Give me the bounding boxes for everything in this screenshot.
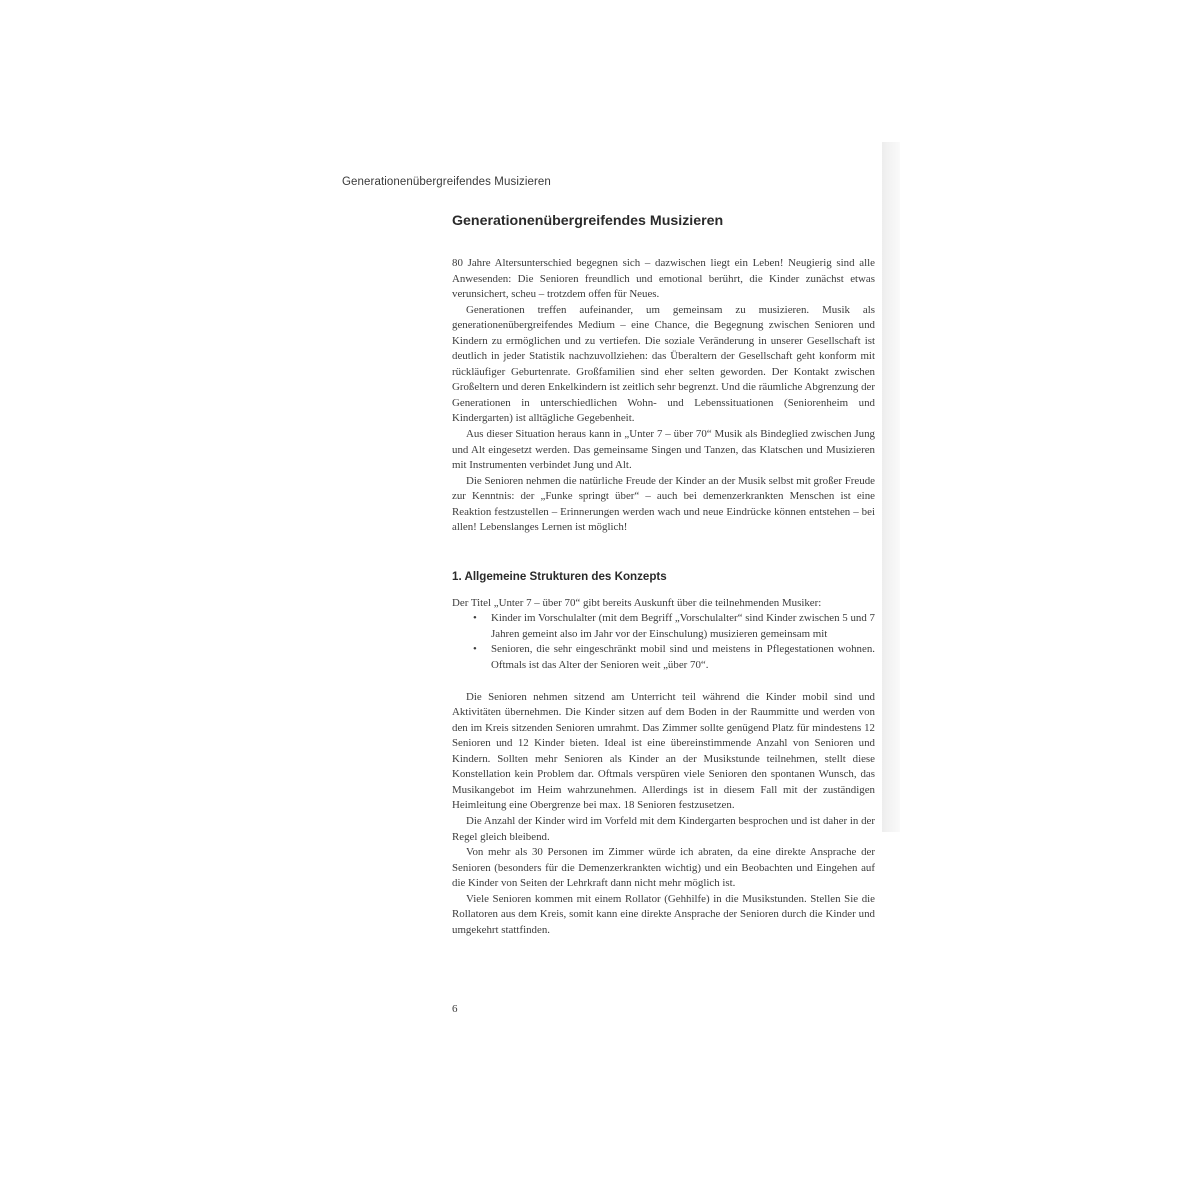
page-content bbox=[452, 211, 875, 938]
bullet-icon: • bbox=[473, 612, 477, 625]
paragraph: Von mehr als 30 Personen im Zimmer würde ich abraten, da eine direkte Ansprache der Senioren (besonders für die Demenzerkrankten wichtig) und ein Beobachten und Eingehen auf die Kinder von Seiten der Lehrkraft dann nicht mehr möglich ist. bbox=[452, 846, 875, 890]
page-number: 6 bbox=[452, 1003, 458, 1015]
list-item-text: Kinder im Vorschulalter (mit dem Begriff „Vorschulalter“ sind Kinder zwischen 5 und 7 Jahren gemeint also im Jahr vor der Einschulung) musizieren gemeinsam mit bbox=[491, 612, 875, 640]
page-edge-shadow bbox=[882, 142, 900, 832]
paragraph: Die Anzahl der Kinder wird im Vorfeld mit dem Kindergarten besprochen und ist daher in der Regel gleich bleibend. bbox=[452, 814, 875, 843]
list-item-text: Senioren, die sehr eingeschränkt mobil sind und meistens in Pflegestationen wohnen. Oftmals ist das Alter der Senioren weit „über 70“. bbox=[491, 643, 875, 672]
paragraph: 80 Jahre Altersunterschied begegnen sich – dazwischen liegt ein Leben! Neugierig sind alle Anwesenden: Die Senioren freundlich und emotional berührt, die Kinder zunächst etwas verunsichert, scheu – trotzdem offen für Neues. bbox=[452, 257, 875, 301]
paragraph: Die Senioren nehmen sitzend am Unterricht teil während die Kinder mobil sind und Aktivitäten übernehmen. Die Kinder sitzen auf dem Boden in der Raummitte und werden von den im Kreis sitzenden Senioren umrahmt. Das Zimmer sollte genügend Platz für mindestens 12 Senioren und 12 Kinder bieten. Ideal ist eine übereinstimmende Anzahl von Senioren und Kindern. Sollten mehr Senioren als Kinder an der Musikstunde teilnehmen, stellt diese Konstellation kein Problem dar. Oftmals verspüren viele Senioren den spontanen Wunsch, das Musikangebot im Heim wahrzunehmen. Allerdings ist in diesem Fall mit der zuständigen Heimleitung eine Obergrenze bei max. 18 Senioren festzusetzen. bbox=[452, 690, 875, 812]
spacer bbox=[452, 674, 875, 690]
paragraph: Aus dieser Situation heraus kann in „Unter 7 – über 70“ Musik als Bindeglied zwischen Jung und Alt eingesetzt werden. Das gemeinsame Singen und Tanzen, das Klatschen und Musizieren mit Instrumenten verbindet Jung und Alt. bbox=[452, 428, 875, 472]
list-item bbox=[452, 642, 875, 673]
bullet-list bbox=[452, 611, 875, 673]
running-head: Generationenübergreifendes Musizieren bbox=[342, 176, 551, 188]
section-intro: Der Titel „Unter 7 – über 70“ gibt bereits Auskunft über die teilnehmenden Musiker: bbox=[452, 596, 822, 609]
page-title: Generationenübergreifendes Musizieren bbox=[452, 213, 724, 229]
paragraph: Die Senioren nehmen die natürliche Freude der Kinder an der Musik selbst mit großer Freude zur Kenntnis: der „Funke springt über“ – auch bei demenzerkrankten Menschen ist eine Reaktion festzustellen – Erinnerungen werden wach und neue Eindrücke können entstehen – bei allen! Lebenslanges Lernen ist möglich! bbox=[452, 474, 875, 534]
paragraph: Viele Senioren kommen mit einem Rollator (Gehhilfe) in die Musikstunden. Stellen Sie die Rollatoren aus dem Kreis, somit kann eine direkte Ansprache der Senioren durch die Kinder und umgekehrt stattfinden. bbox=[452, 892, 875, 936]
section-heading: 1. Allgemeine Strukturen des Konzepts bbox=[452, 569, 667, 583]
list-item bbox=[452, 611, 875, 642]
bullet-icon: • bbox=[473, 643, 477, 656]
paragraph: Generationen treffen aufeinander, um gemeinsam zu musizieren. Musik als generationenübergreifendes Medium – eine Chance, die Begegnung zwischen Senioren und Kindern zu ermöglichen und zu vertiefen. Die soziale Veränderung in unserer Gesellschaft ist deutlich in jeder Statistik nachzuvollziehen: das Überaltern der Gesellschaft geht konform mit rückläufiger Geburtenrate. Großfamilien sind eher selten geworden. Der Kontakt zwischen Großeltern und deren Enkelkindern ist zeitlich sehr begrenzt. Und die räumliche Abgrenzung der Generationen in unterschiedlichen Wohn- und Lebenssituationen (Seniorenheim und Kindergarten) ist alltägliche Gegebenheit. bbox=[452, 303, 875, 425]
